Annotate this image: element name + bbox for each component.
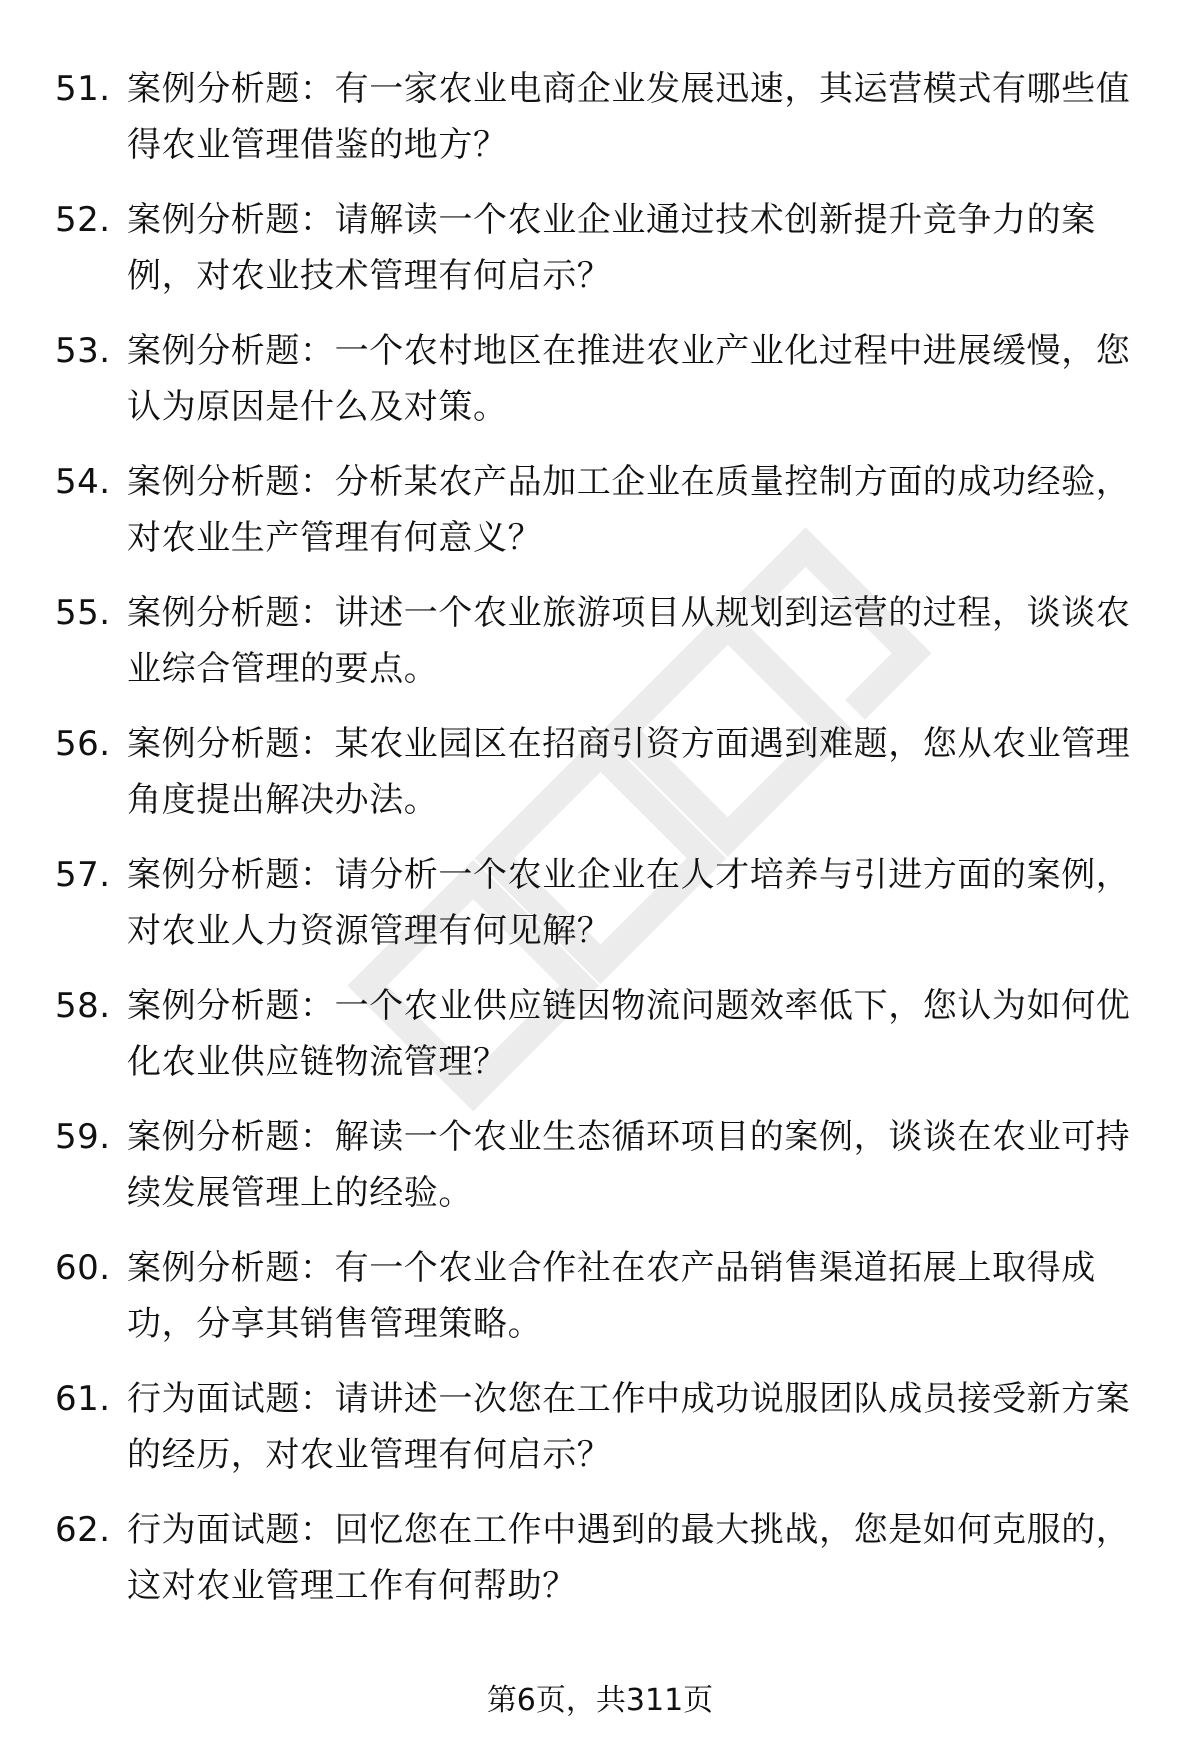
question-number: 60.	[55, 1248, 111, 1288]
question-text: 案例分析题：一个农业供应链因物流问题效率低下，您认为如何优化农业供应链物流管理？	[127, 986, 1131, 1082]
list-item	[0, 192, 1200, 323]
page-number-footer: 第6页，共311页	[486, 1683, 714, 1718]
list-item	[0, 1109, 1200, 1240]
question-text: 案例分析题：请解读一个农业企业通过技术创新提升竞争力的案例，对农业技术管理有何启示？	[127, 200, 1096, 296]
question-text: 案例分析题：某农业园区在招商引资方面遇到难题，您从农业管理角度提出解决办法。	[127, 724, 1131, 820]
list-item	[0, 847, 1200, 978]
list-item	[0, 323, 1200, 454]
question-text: 行为面试题：回忆您在工作中遇到的最大挑战，您是如何克服的，这对农业管理工作有何帮助？	[127, 1510, 1131, 1606]
question-text: 案例分析题：分析某农产品加工企业在质量控制方面的成功经验，对农业生产管理有何意义？	[127, 462, 1131, 558]
question-number: 59.	[55, 1117, 111, 1157]
question-number: 53.	[55, 331, 111, 371]
question-text: 案例分析题：有一家农业电商企业发展迅速，其运营模式有哪些值得农业管理借鉴的地方？	[127, 69, 1131, 165]
question-number: 52.	[55, 200, 111, 240]
question-text: 案例分析题：讲述一个农业旅游项目从规划到运营的过程，谈谈农业综合管理的要点。	[127, 593, 1131, 689]
question-number: 55.	[55, 593, 111, 633]
question-text: 案例分析题：有一个农业合作社在农产品销售渠道拓展上取得成功，分享其销售管理策略。	[127, 1248, 1096, 1344]
list-item	[0, 454, 1200, 585]
list-item	[0, 61, 1200, 192]
list-item	[0, 978, 1200, 1109]
question-text: 案例分析题：请分析一个农业企业在人才培养与引进方面的案例，对农业人力资源管理有何见解？	[127, 855, 1131, 951]
question-number: 58.	[55, 986, 111, 1026]
question-number: 61.	[55, 1379, 111, 1419]
list-item	[0, 1371, 1200, 1502]
question-text: 案例分析题：解读一个农业生态循环项目的案例，谈谈在农业可持续发展管理上的经验。	[127, 1117, 1131, 1213]
question-number: 54.	[55, 462, 111, 502]
list-item	[0, 1502, 1200, 1633]
question-text: 案例分析题：一个农村地区在推进农业产业化过程中进展缓慢，您认为原因是什么及对策。	[127, 331, 1131, 427]
question-number: 56.	[55, 724, 111, 764]
question-text: 行为面试题：请讲述一次您在工作中成功说服团队成员接受新方案的经历，对农业管理有何启示？	[127, 1379, 1131, 1475]
question-number: 62.	[55, 1510, 111, 1550]
list-item	[0, 585, 1200, 716]
question-list	[0, 61, 1200, 1633]
list-item	[0, 1240, 1200, 1371]
list-item	[0, 716, 1200, 847]
question-number: 51.	[55, 69, 111, 109]
question-number: 57.	[55, 855, 111, 895]
